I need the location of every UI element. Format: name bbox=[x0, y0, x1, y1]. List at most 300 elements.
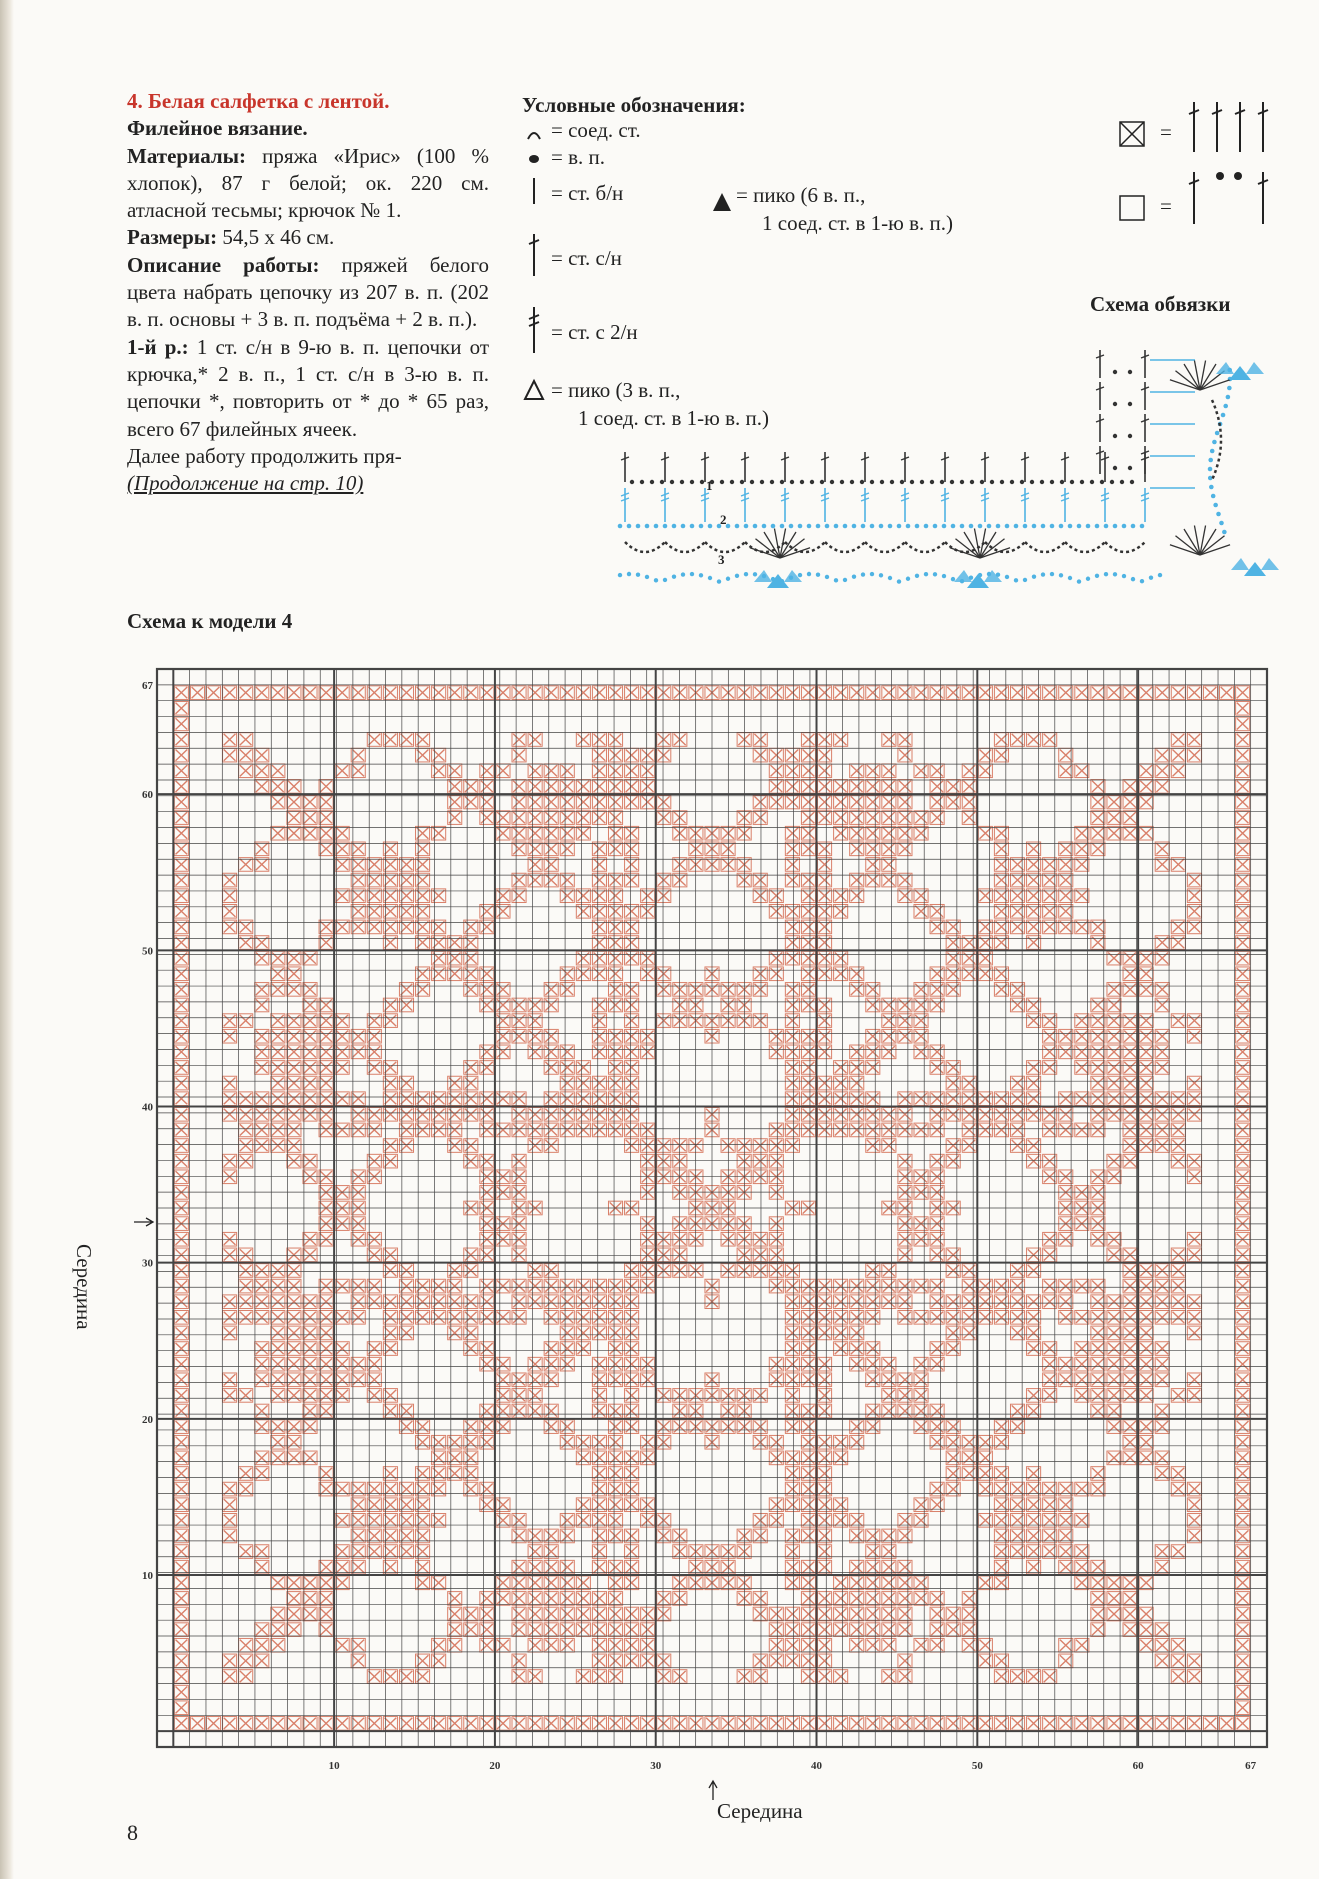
filled-cell bbox=[1236, 1029, 1250, 1043]
filled-cell bbox=[608, 1107, 622, 1121]
filled-cell bbox=[801, 780, 815, 794]
filled-cell bbox=[174, 1685, 188, 1699]
filled-cell bbox=[1155, 1404, 1169, 1418]
filled-cell bbox=[592, 1107, 606, 1121]
filled-cell bbox=[1187, 1014, 1201, 1028]
filled-cell bbox=[930, 795, 944, 809]
filled-cell bbox=[560, 826, 574, 840]
filled-cell bbox=[657, 1154, 671, 1168]
filled-cell bbox=[625, 1357, 639, 1371]
filled-cell bbox=[625, 795, 639, 809]
filled-cell bbox=[496, 1592, 510, 1606]
filled-cell bbox=[1171, 1248, 1185, 1262]
filled-cell bbox=[592, 1545, 606, 1559]
article-subtitle: Филейное вязание. bbox=[127, 116, 308, 141]
filled-cell bbox=[528, 1670, 542, 1684]
middle-label-left: Середина bbox=[72, 1244, 96, 1330]
filled-cell bbox=[592, 1482, 606, 1496]
filled-cell bbox=[882, 998, 896, 1012]
filled-cell bbox=[319, 1482, 333, 1496]
filled-cell bbox=[608, 1451, 622, 1465]
filled-cell bbox=[850, 1279, 864, 1293]
filled-cell bbox=[174, 1248, 188, 1262]
filled-cell bbox=[785, 1373, 799, 1387]
filled-cell bbox=[1139, 951, 1153, 965]
filled-cell bbox=[1236, 764, 1250, 778]
filled-cell bbox=[850, 1592, 864, 1606]
filled-cell bbox=[930, 1638, 944, 1652]
filled-cell bbox=[946, 983, 960, 997]
filled-cell bbox=[1075, 826, 1089, 840]
filled-cell bbox=[255, 1420, 269, 1434]
filled-cell bbox=[850, 1420, 864, 1434]
filled-cell bbox=[1059, 842, 1073, 856]
filled-cell bbox=[769, 1248, 783, 1262]
filled-cell bbox=[576, 967, 590, 981]
filled-cell bbox=[641, 1139, 655, 1153]
filled-cell bbox=[448, 1435, 462, 1449]
filled-cell bbox=[834, 1107, 848, 1121]
filled-cell bbox=[834, 733, 848, 747]
filled-cell bbox=[801, 1107, 815, 1121]
filled-cell bbox=[496, 1404, 510, 1418]
filled-cell bbox=[335, 764, 349, 778]
filled-cell bbox=[335, 1014, 349, 1028]
edging-row-label: 1 bbox=[706, 478, 713, 493]
filled-cell bbox=[737, 858, 751, 872]
filled-cell bbox=[641, 1717, 655, 1731]
filled-cell bbox=[1059, 1717, 1073, 1731]
filled-cell bbox=[641, 1248, 655, 1262]
filled-cell bbox=[174, 1592, 188, 1606]
filled-cell bbox=[287, 1092, 301, 1106]
filled-cell bbox=[769, 1279, 783, 1293]
filled-cell bbox=[801, 967, 815, 981]
filled-cell bbox=[978, 967, 992, 981]
filled-cell bbox=[801, 1076, 815, 1090]
filled-cell bbox=[978, 1654, 992, 1668]
filled-cell bbox=[657, 1435, 671, 1449]
filled-cell bbox=[898, 1560, 912, 1574]
filled-cell bbox=[560, 1076, 574, 1090]
filled-cell bbox=[737, 1389, 751, 1403]
filled-cell bbox=[898, 826, 912, 840]
filled-cell bbox=[769, 1154, 783, 1168]
filled-cell bbox=[978, 764, 992, 778]
filled-cell bbox=[448, 795, 462, 809]
filled-cell bbox=[625, 1311, 639, 1325]
filled-cell bbox=[882, 1264, 896, 1278]
filled-cell bbox=[496, 998, 510, 1012]
filled-cell bbox=[1171, 1545, 1185, 1559]
filled-cell bbox=[818, 998, 832, 1012]
filled-cell bbox=[946, 1154, 960, 1168]
filled-cell bbox=[592, 1326, 606, 1340]
filled-cell bbox=[866, 1357, 880, 1371]
filled-cell bbox=[1123, 826, 1137, 840]
filled-cell bbox=[544, 1607, 558, 1621]
filled-cell bbox=[1107, 1311, 1121, 1325]
filled-cell bbox=[962, 1076, 976, 1090]
filled-cell bbox=[335, 1717, 349, 1731]
filled-cell bbox=[174, 858, 188, 872]
filled-cell bbox=[801, 998, 815, 1012]
filled-cell bbox=[319, 1076, 333, 1090]
filled-cell bbox=[1059, 1357, 1073, 1371]
filled-cell bbox=[898, 1311, 912, 1325]
filled-cell bbox=[432, 1107, 446, 1121]
filled-cell bbox=[1091, 1311, 1105, 1325]
filled-cell bbox=[287, 1279, 301, 1293]
filled-cell bbox=[592, 1451, 606, 1465]
filled-cell bbox=[480, 983, 494, 997]
filled-cell bbox=[174, 998, 188, 1012]
filled-cell bbox=[416, 1670, 430, 1684]
filled-cell bbox=[818, 1029, 832, 1043]
filled-cell bbox=[625, 764, 639, 778]
filled-cell bbox=[560, 764, 574, 778]
filled-cell bbox=[1139, 1342, 1153, 1356]
filled-cell bbox=[1123, 1045, 1137, 1059]
filled-cell bbox=[1139, 1357, 1153, 1371]
filled-cell bbox=[769, 1170, 783, 1184]
filled-cell bbox=[1187, 1373, 1201, 1387]
filled-cell bbox=[287, 1061, 301, 1075]
filled-cell bbox=[223, 1654, 237, 1668]
filled-cell bbox=[1155, 1045, 1169, 1059]
filled-cell bbox=[818, 1404, 832, 1418]
filled-cell bbox=[528, 1607, 542, 1621]
schema-title: Схема к модели 4 bbox=[127, 609, 293, 633]
filled-cell bbox=[930, 780, 944, 794]
filled-cell bbox=[1203, 1717, 1217, 1731]
filled-cell bbox=[1075, 1092, 1089, 1106]
filled-cell bbox=[1123, 1311, 1137, 1325]
filled-cell bbox=[1107, 1170, 1121, 1184]
filled-cell bbox=[416, 1279, 430, 1293]
filled-cell bbox=[930, 1623, 944, 1637]
filled-cell bbox=[448, 1326, 462, 1340]
filled-cell bbox=[1236, 936, 1250, 950]
filled-cell bbox=[512, 1248, 526, 1262]
filled-cell bbox=[560, 1326, 574, 1340]
filled-cell bbox=[1091, 1061, 1105, 1075]
filled-cell bbox=[866, 1638, 880, 1652]
filled-cell bbox=[592, 1295, 606, 1309]
filled-cell bbox=[834, 1311, 848, 1325]
filled-cell bbox=[1236, 701, 1250, 715]
filled-cell bbox=[1236, 1467, 1250, 1481]
filled-cell bbox=[464, 1248, 478, 1262]
continued-link[interactable]: (Продолжение на стр. 10) bbox=[127, 471, 364, 496]
filled-cell bbox=[448, 1076, 462, 1090]
filled-cell bbox=[898, 686, 912, 700]
filled-cell bbox=[1123, 1154, 1137, 1168]
filled-cell bbox=[480, 686, 494, 700]
filled-cell bbox=[351, 858, 365, 872]
filled-cell bbox=[641, 951, 655, 965]
filled-cell bbox=[1155, 1357, 1169, 1371]
filled-cell bbox=[174, 1623, 188, 1637]
filled-cell bbox=[1139, 1435, 1153, 1449]
filled-cell bbox=[962, 1264, 976, 1278]
filled-cell bbox=[641, 748, 655, 762]
filled-cell bbox=[818, 1107, 832, 1121]
filled-cell bbox=[287, 1295, 301, 1309]
filled-cell bbox=[319, 1623, 333, 1637]
filled-cell bbox=[1236, 1685, 1250, 1699]
filled-cell bbox=[1236, 1623, 1250, 1637]
filled-cell bbox=[592, 1076, 606, 1090]
filled-cell bbox=[174, 1482, 188, 1496]
filled-cell bbox=[1123, 983, 1137, 997]
filled-cell bbox=[625, 1560, 639, 1574]
filled-cell bbox=[351, 1295, 365, 1309]
filled-cell bbox=[962, 1717, 976, 1731]
filled-cell bbox=[962, 1607, 976, 1621]
filled-cell bbox=[432, 920, 446, 934]
filled-cell bbox=[930, 1123, 944, 1137]
filled-cell bbox=[625, 1420, 639, 1434]
filled-cell bbox=[818, 1045, 832, 1059]
filled-cell bbox=[898, 1576, 912, 1590]
filled-cell bbox=[930, 998, 944, 1012]
filled-cell bbox=[271, 1717, 285, 1731]
filled-cell bbox=[432, 936, 446, 950]
filled-cell bbox=[174, 1295, 188, 1309]
filled-cell bbox=[1171, 1311, 1185, 1325]
filled-cell bbox=[544, 1638, 558, 1652]
filled-cell bbox=[946, 1061, 960, 1075]
filled-cell bbox=[898, 811, 912, 825]
filled-cell bbox=[882, 1670, 896, 1684]
filled-cell bbox=[512, 1373, 526, 1387]
filled-cell bbox=[464, 1482, 478, 1496]
filled-cell bbox=[641, 1654, 655, 1668]
filled-cell bbox=[544, 1045, 558, 1059]
filled-cell bbox=[528, 1717, 542, 1731]
filled-cell bbox=[769, 1357, 783, 1371]
filled-cell bbox=[271, 1607, 285, 1621]
filled-cell bbox=[1139, 1264, 1153, 1278]
filled-cell bbox=[174, 983, 188, 997]
filled-cell bbox=[1171, 686, 1185, 700]
filled-cell bbox=[496, 1311, 510, 1325]
filled-cell bbox=[416, 1435, 430, 1449]
filled-cell bbox=[271, 967, 285, 981]
filled-cell bbox=[673, 1389, 687, 1403]
filled-cell bbox=[914, 1576, 928, 1590]
filled-cell bbox=[512, 1279, 526, 1293]
filled-cell bbox=[1236, 717, 1250, 731]
filled-cell bbox=[641, 1232, 655, 1246]
filled-cell bbox=[898, 780, 912, 794]
filled-cell bbox=[834, 1717, 848, 1731]
filled-cell bbox=[1139, 1045, 1153, 1059]
filled-cell bbox=[432, 1654, 446, 1668]
filled-cell bbox=[625, 1389, 639, 1403]
filled-cell bbox=[608, 1123, 622, 1137]
filled-cell bbox=[898, 1607, 912, 1621]
filled-cell bbox=[1059, 1279, 1073, 1293]
filled-cell bbox=[271, 1264, 285, 1278]
filled-cell bbox=[190, 1717, 204, 1731]
filled-cell bbox=[641, 686, 655, 700]
filled-cell bbox=[1187, 1326, 1201, 1340]
filled-cell bbox=[1139, 1607, 1153, 1621]
edging-title: Схема обвязки bbox=[1090, 292, 1231, 316]
filled-cell bbox=[914, 1389, 928, 1403]
filled-cell bbox=[544, 1545, 558, 1559]
filled-cell bbox=[962, 686, 976, 700]
filled-cell bbox=[641, 1607, 655, 1621]
filled-cell bbox=[335, 858, 349, 872]
filled-cell bbox=[882, 780, 896, 794]
filled-cell bbox=[1107, 1420, 1121, 1434]
filled-cell bbox=[335, 1123, 349, 1137]
x-tick-label: 40 bbox=[811, 1760, 823, 1772]
filled-cell bbox=[271, 1373, 285, 1387]
filled-cell bbox=[737, 1670, 751, 1684]
filled-cell bbox=[1155, 1092, 1169, 1106]
filled-cell bbox=[850, 811, 864, 825]
filled-cell bbox=[930, 1435, 944, 1449]
filled-cell bbox=[1123, 780, 1137, 794]
filled-cell bbox=[1236, 1045, 1250, 1059]
filled-cell bbox=[866, 998, 880, 1012]
filled-cell bbox=[319, 811, 333, 825]
filled-cell bbox=[1059, 764, 1073, 778]
filled-cell bbox=[528, 764, 542, 778]
filled-cell bbox=[1236, 1389, 1250, 1403]
filled-cell bbox=[335, 1045, 349, 1059]
filled-cell bbox=[978, 1123, 992, 1137]
filled-cell bbox=[641, 1638, 655, 1652]
filled-cell bbox=[962, 1123, 976, 1137]
filled-cell bbox=[512, 998, 526, 1012]
filled-cell bbox=[769, 1435, 783, 1449]
filled-cell bbox=[592, 967, 606, 981]
filled-cell bbox=[898, 1279, 912, 1293]
filled-cell bbox=[271, 1139, 285, 1153]
filled-cell bbox=[946, 1607, 960, 1621]
filled-cell bbox=[801, 764, 815, 778]
filled-cell bbox=[882, 1107, 896, 1121]
filled-cell bbox=[239, 1295, 253, 1309]
filled-cell bbox=[576, 1435, 590, 1449]
filled-cell bbox=[1155, 1373, 1169, 1387]
filled-cell bbox=[303, 1607, 317, 1621]
filled-cell bbox=[1075, 1373, 1089, 1387]
filled-cell bbox=[1139, 1139, 1153, 1153]
filled-cell bbox=[1187, 1389, 1201, 1403]
filled-cell bbox=[512, 686, 526, 700]
filled-cell bbox=[239, 1092, 253, 1106]
filled-cell bbox=[1139, 1311, 1153, 1325]
filled-cell bbox=[480, 1482, 494, 1496]
filled-cell bbox=[1091, 1467, 1105, 1481]
filled-cell bbox=[1123, 1623, 1137, 1637]
filled-cell bbox=[464, 1076, 478, 1090]
filled-cell bbox=[464, 1139, 478, 1153]
filled-cell bbox=[785, 1545, 799, 1559]
filled-cell bbox=[1155, 1279, 1169, 1293]
filled-cell bbox=[882, 1638, 896, 1652]
filled-cell bbox=[528, 1295, 542, 1309]
filled-cell bbox=[287, 1264, 301, 1278]
filled-cell bbox=[239, 1248, 253, 1262]
filled-cell bbox=[1091, 1607, 1105, 1621]
filled-cell bbox=[914, 998, 928, 1012]
filled-cell bbox=[512, 1389, 526, 1403]
filled-cell bbox=[560, 983, 574, 997]
filled-cell bbox=[801, 1451, 815, 1465]
filled-cell bbox=[464, 1061, 478, 1075]
filled-cell bbox=[818, 1451, 832, 1465]
filled-cell bbox=[1236, 1560, 1250, 1574]
filled-cell bbox=[625, 1451, 639, 1465]
filled-cell bbox=[625, 1342, 639, 1356]
filled-cell bbox=[351, 1545, 365, 1559]
filled-cell bbox=[769, 1638, 783, 1652]
filled-cell bbox=[576, 1326, 590, 1340]
filled-cell bbox=[1171, 1014, 1185, 1028]
filled-cell bbox=[818, 1717, 832, 1731]
filled-cell bbox=[174, 1389, 188, 1403]
filled-cell bbox=[625, 1076, 639, 1090]
filled-cell bbox=[174, 920, 188, 934]
filled-cell bbox=[576, 1311, 590, 1325]
filled-cell bbox=[962, 1435, 976, 1449]
filled-cell bbox=[946, 1435, 960, 1449]
filled-cell bbox=[753, 983, 767, 997]
filled-cell bbox=[834, 780, 848, 794]
filled-cell bbox=[239, 1482, 253, 1496]
filled-cell bbox=[1139, 780, 1153, 794]
filled-cell bbox=[544, 1295, 558, 1309]
filled-cell bbox=[994, 1654, 1008, 1668]
filled-cell bbox=[1091, 1045, 1105, 1059]
filled-cell bbox=[528, 1264, 542, 1278]
filled-cell bbox=[946, 1076, 960, 1090]
filled-cell bbox=[962, 936, 976, 950]
filled-cell bbox=[850, 686, 864, 700]
filled-cell bbox=[1059, 1107, 1073, 1121]
filled-cell bbox=[818, 1311, 832, 1325]
filled-cell bbox=[641, 1357, 655, 1371]
filled-cell bbox=[914, 1045, 928, 1059]
filled-cell bbox=[1091, 826, 1105, 840]
filled-cell bbox=[464, 1342, 478, 1356]
filled-cell bbox=[1236, 733, 1250, 747]
filled-cell bbox=[1091, 1373, 1105, 1387]
filled-cell bbox=[223, 748, 237, 762]
filled-cell bbox=[1155, 1061, 1169, 1075]
filled-cell bbox=[818, 795, 832, 809]
filled-cell bbox=[416, 1560, 430, 1574]
filled-cell bbox=[448, 1717, 462, 1731]
filled-cell bbox=[223, 1248, 237, 1262]
filled-cell bbox=[834, 1451, 848, 1465]
filled-cell bbox=[576, 686, 590, 700]
filled-cell bbox=[1107, 1451, 1121, 1465]
filled-cell bbox=[625, 1545, 639, 1559]
filled-cell bbox=[898, 1623, 912, 1637]
filled-cell bbox=[464, 1467, 478, 1481]
filled-cell bbox=[416, 1107, 430, 1121]
filled-cell bbox=[1155, 1029, 1169, 1043]
filled-cell bbox=[1075, 686, 1089, 700]
